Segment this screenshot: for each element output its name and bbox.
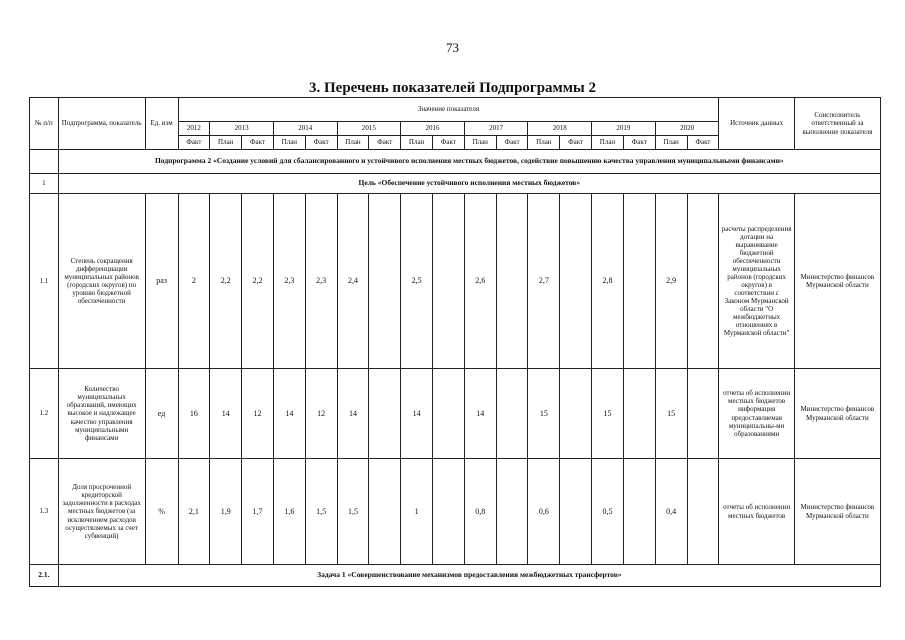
header-num: № п/п <box>30 98 59 150</box>
header-year: 2015 <box>337 122 401 136</box>
row-value: 0,5 <box>592 459 624 565</box>
row-value: 2,4 <box>337 194 369 369</box>
header-year: 2018 <box>528 122 592 136</box>
goal-num: 1 <box>30 174 59 194</box>
row-value: 2 <box>178 194 210 369</box>
header-year: 2012 <box>178 122 210 136</box>
row-value <box>496 459 528 565</box>
row-value <box>369 194 401 369</box>
row-value: 14 <box>401 369 433 459</box>
header-year: 2013 <box>210 122 274 136</box>
row-value: 0,6 <box>528 459 560 565</box>
row-indicator: Доля просроченной кредиторской задолженности в расходах местных бюджетов (за исключением расходов осуществляемых за счет субвенций) <box>58 459 145 565</box>
row-value <box>560 369 592 459</box>
row-value: 2,2 <box>242 194 274 369</box>
row-value <box>687 459 719 565</box>
header-year: 2016 <box>401 122 465 136</box>
row-value: 12 <box>305 369 337 459</box>
header-sub: План <box>464 136 496 150</box>
header-sub: Факт <box>305 136 337 150</box>
header-sub: План <box>592 136 624 150</box>
table-row <box>30 459 881 565</box>
row-num: 1.1 <box>30 194 59 369</box>
document-title: 3. Перечень показателей Подпрограммы 2 <box>309 80 596 96</box>
header-sub: Факт <box>687 136 719 150</box>
row-source: расчеты распределения дотации на выравнивание бюджетной обеспеченности муниципальных районов (городских округов) в соответствии с Законом Мурманской области "О межбюджетных отношениях в Мурманской области" <box>719 194 794 369</box>
row-value <box>369 459 401 565</box>
row-value <box>496 194 528 369</box>
header-executor: Соисполнитель ответственный за выполнение показателя <box>794 98 880 150</box>
row-value <box>687 194 719 369</box>
task-title: Задача 1 «Совершенствование механизмов предоставления межбюджетных трансфертов» <box>58 565 880 587</box>
row-value <box>433 459 465 565</box>
row-value: 0,8 <box>464 459 496 565</box>
row-value: 2,2 <box>210 194 242 369</box>
indicators-table <box>29 97 881 587</box>
row-value: 14 <box>464 369 496 459</box>
row-value: 14 <box>210 369 242 459</box>
header-year: 2017 <box>464 122 528 136</box>
header-indicator: Подпрограмма, показатель <box>58 98 145 150</box>
header-sub: План <box>273 136 305 150</box>
header-sub: Факт <box>560 136 592 150</box>
row-value: 1,6 <box>273 459 305 565</box>
row-value: 15 <box>655 369 687 459</box>
header-sub: Факт <box>496 136 528 150</box>
header-year: 2014 <box>273 122 337 136</box>
header-sub: Факт <box>623 136 655 150</box>
row-indicator: Количество муниципальных образований, имеющих высокое и надлежащее качество управления муниципальными финансами <box>58 369 145 459</box>
row-value <box>369 369 401 459</box>
row-executor: Министерство финансов Мурманской области <box>794 194 880 369</box>
task-num: 2.1. <box>30 565 59 587</box>
row-value: 1,9 <box>210 459 242 565</box>
row-value: 2,3 <box>273 194 305 369</box>
row-source: отчеты об исполнении местных бюджетов информация предоставляемая муниципальны-ми образованиями <box>719 369 794 459</box>
row-unit: % <box>145 459 178 565</box>
header-sub: План <box>401 136 433 150</box>
header-sub: Факт <box>369 136 401 150</box>
row-value: 1 <box>401 459 433 565</box>
row-value: 12 <box>242 369 274 459</box>
row-unit: ед <box>145 369 178 459</box>
row-value: 2,7 <box>528 194 560 369</box>
row-value <box>433 369 465 459</box>
subprogram-title: Подпрограмма 2 «Создание условий для сбалансированного и устойчивого исполнения местных бюджетов, содействие повышению качества управления муниципальными финансами» <box>58 150 880 174</box>
goal-title: Цель «Обеспечение устойчивого исполнения местных бюджетов» <box>58 174 880 194</box>
row-value <box>433 194 465 369</box>
header-sub: План <box>337 136 369 150</box>
row-value <box>560 459 592 565</box>
table-row <box>30 369 881 459</box>
row-value: 15 <box>592 369 624 459</box>
row-value: 16 <box>178 369 210 459</box>
row-num: 1.2 <box>30 369 59 459</box>
subprogram-num <box>30 150 59 174</box>
row-value <box>623 194 655 369</box>
header-year: 2020 <box>655 122 719 136</box>
row-indicator: Степень сокращения дифференциации муниципальных районов (городских округов) по уровню бюджетной обеспеченности <box>58 194 145 369</box>
row-value: 15 <box>528 369 560 459</box>
header-sub: План <box>655 136 687 150</box>
table-row <box>30 194 881 369</box>
page-number: 73 <box>446 40 459 55</box>
header-values-group: Значение показателя <box>178 98 719 122</box>
row-value <box>623 459 655 565</box>
row-value: 1,7 <box>242 459 274 565</box>
row-value: 2,1 <box>178 459 210 565</box>
row-value <box>623 369 655 459</box>
header-sub: Факт <box>433 136 465 150</box>
row-value: 1,5 <box>305 459 337 565</box>
header-source: Источник данных <box>719 98 794 150</box>
row-value: 2,9 <box>655 194 687 369</box>
row-value: 14 <box>337 369 369 459</box>
row-value: 2,6 <box>464 194 496 369</box>
row-value: 2,8 <box>592 194 624 369</box>
row-value: 2,5 <box>401 194 433 369</box>
row-source: отчеты об исполнении местных бюджетов <box>719 459 794 565</box>
row-num: 1.3 <box>30 459 59 565</box>
row-executor: Министерство финансов Мурманской области <box>794 369 880 459</box>
row-value: 1,5 <box>337 459 369 565</box>
row-value <box>687 369 719 459</box>
header-sub: Факт <box>242 136 274 150</box>
header-sub: План <box>528 136 560 150</box>
row-value: 14 <box>273 369 305 459</box>
row-unit: раз <box>145 194 178 369</box>
row-value <box>496 369 528 459</box>
header-sub: Факт <box>178 136 210 150</box>
header-unit: Ед. изм <box>145 98 178 150</box>
row-value: 2,3 <box>305 194 337 369</box>
row-value <box>560 194 592 369</box>
row-executor: Министерство финансов Мурманской области <box>794 459 880 565</box>
header-sub: План <box>210 136 242 150</box>
row-value: 0,4 <box>655 459 687 565</box>
header-year: 2019 <box>592 122 656 136</box>
